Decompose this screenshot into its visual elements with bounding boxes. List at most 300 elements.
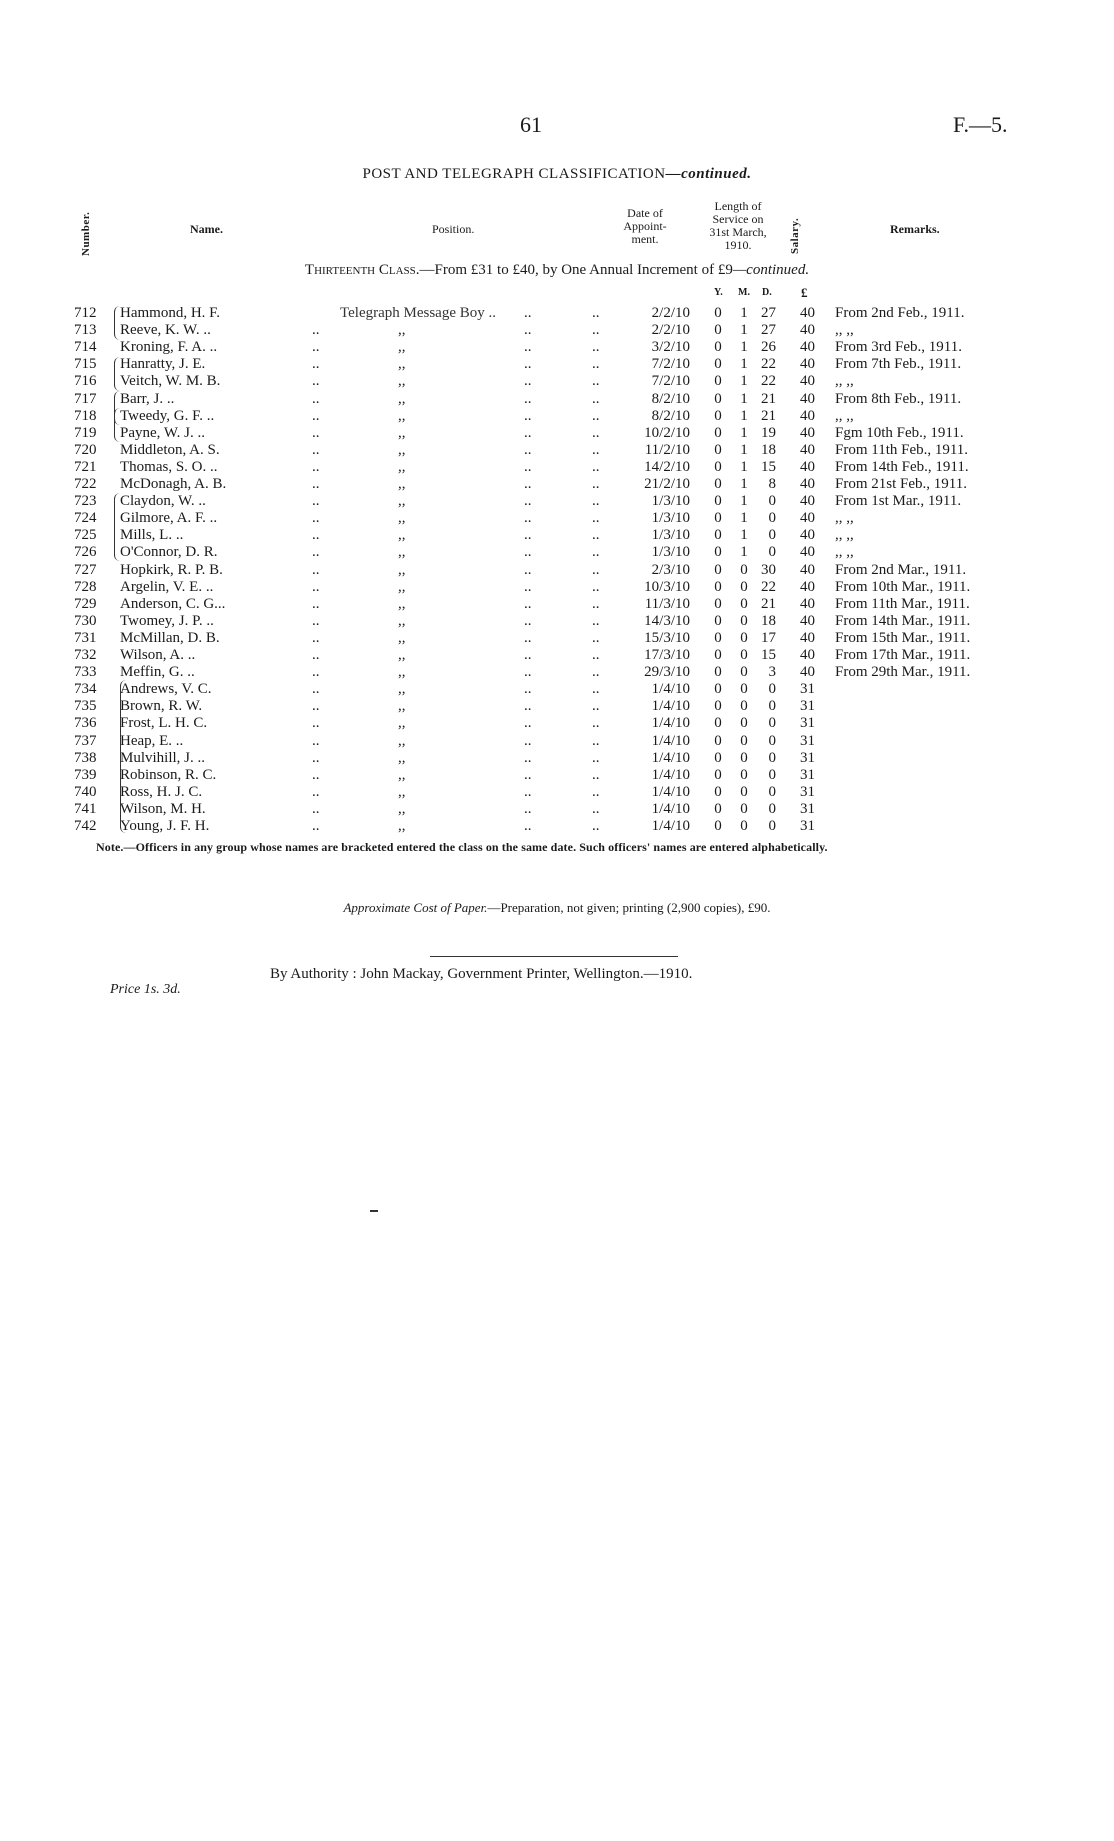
row-years: 0 (714, 698, 722, 715)
row-number: 727 (74, 561, 97, 578)
column-header-number: Number. (80, 211, 92, 256)
divider-rule (430, 956, 678, 957)
row-years: 0 (714, 544, 722, 561)
row-days: 0 (768, 800, 776, 817)
row-name-leader: .. (312, 629, 320, 646)
table-row (0, 562, 1114, 579)
row-leader: .. (524, 818, 532, 834)
row-salary: 31 (800, 681, 815, 698)
row-date: 1/4/10 (651, 681, 690, 698)
row-days: 15 (761, 458, 776, 475)
row-months: 0 (740, 629, 748, 646)
row-number: 723 (74, 493, 97, 510)
row-number: 715 (74, 356, 97, 373)
row-leader: .. (524, 493, 532, 510)
row-position: ,, (398, 664, 406, 681)
row-remarks: ,, ,, (835, 544, 854, 561)
table-row (0, 527, 1114, 544)
row-position: ,, (398, 373, 406, 390)
row-name-leader: .. (312, 424, 320, 441)
row-years: 0 (714, 305, 722, 321)
row-name-leader: .. (312, 322, 320, 339)
row-remarks: From 7th Feb., 1911. (835, 356, 962, 373)
row-salary: 40 (800, 629, 815, 646)
row-salary: 31 (800, 766, 815, 783)
row-salary: 40 (800, 544, 815, 561)
days-unit-label: D. (762, 287, 772, 298)
row-position: ,, (398, 800, 406, 817)
row-months: 1 (740, 510, 748, 527)
row-name: Anderson, C. G... (120, 595, 226, 612)
row-leader: .. (524, 476, 532, 492)
row-salary: 31 (800, 732, 815, 749)
cost-of-paper (0, 900, 1114, 916)
row-name-leader: .. (312, 561, 320, 578)
row-remarks: From 14th Feb., 1911. (835, 458, 969, 475)
row-months: 0 (740, 818, 748, 834)
row-number: 722 (74, 476, 97, 492)
row-leader: .. (524, 510, 532, 527)
row-years: 0 (714, 612, 722, 629)
row-name-leader: .. (312, 390, 320, 407)
row-salary: 40 (800, 424, 815, 441)
column-header-date (614, 207, 676, 246)
row-days: 3 (768, 664, 776, 681)
row-number: 740 (74, 783, 97, 800)
row-remarks: Fgm 10th Feb., 1911. (835, 424, 964, 441)
row-years: 0 (714, 373, 722, 390)
table-row (0, 698, 1114, 715)
row-months: 1 (740, 339, 748, 356)
row-remarks: From 10th Mar., 1911. (835, 578, 971, 595)
row-number: 717 (74, 390, 97, 407)
row-position: ,, (398, 458, 406, 475)
row-date: 1/3/10 (651, 493, 690, 510)
row-remarks: From 21st Feb., 1911. (835, 476, 967, 492)
row-name-leader: .. (312, 800, 320, 817)
row-months: 1 (740, 424, 748, 441)
row-date: 1/4/10 (651, 715, 690, 732)
column-header-position: Position. (432, 222, 475, 236)
row-number: 742 (74, 818, 97, 834)
row-leader: .. (592, 373, 600, 390)
row-name: Brown, R. W. (120, 698, 203, 715)
row-name-leader: .. (312, 749, 320, 766)
row-number: 736 (74, 715, 97, 732)
row-days: 18 (761, 441, 776, 458)
row-date: 2/2/10 (651, 305, 690, 321)
row-remarks: From 11th Feb., 1911. (835, 441, 969, 458)
row-months: 0 (740, 664, 748, 681)
row-leader: .. (592, 664, 600, 681)
row-days: 0 (768, 527, 776, 544)
row-months: 0 (740, 561, 748, 578)
row-leader: .. (592, 424, 600, 441)
row-salary: 40 (800, 664, 815, 681)
row-leader: .. (524, 373, 532, 390)
row-leader: .. (524, 322, 532, 339)
row-leader: .. (524, 783, 532, 800)
row-position: ,, (398, 510, 406, 527)
row-name: Twomey, J. P. .. (120, 612, 214, 629)
row-name-leader: .. (312, 698, 320, 715)
column-header-length (694, 200, 782, 252)
row-name-leader: .. (312, 458, 320, 475)
row-date: 2/2/10 (651, 322, 690, 339)
row-name: Meffin, G. .. (120, 664, 195, 681)
row-leader: .. (524, 458, 532, 475)
row-days: 15 (761, 647, 776, 663)
row-name-leader: .. (312, 510, 320, 527)
row-years: 0 (714, 647, 722, 663)
column-header-salary: Salary. (789, 217, 801, 254)
row-date: 1/4/10 (651, 783, 690, 800)
table-row (0, 630, 1114, 647)
row-months: 0 (740, 578, 748, 595)
row-years: 0 (714, 527, 722, 544)
row-position: ,, (398, 322, 406, 339)
row-leader: .. (592, 612, 600, 629)
row-name: Ross, H. J. C. (120, 783, 203, 800)
row-leader: .. (524, 749, 532, 766)
row-date: 7/2/10 (651, 356, 690, 373)
row-date: 3/2/10 (651, 339, 690, 356)
row-name: McMillan, D. B. (120, 629, 220, 646)
row-position: ,, (398, 527, 406, 544)
row-number: 730 (74, 612, 97, 629)
row-months: 1 (740, 476, 748, 492)
row-number: 729 (74, 595, 97, 612)
row-salary: 40 (800, 647, 815, 663)
row-name: McDonagh, A. B. (120, 476, 227, 492)
table-row (0, 681, 1114, 698)
row-number: 718 (74, 407, 97, 424)
row-number: 728 (74, 578, 97, 595)
row-months: 0 (740, 698, 748, 715)
row-number: 712 (74, 305, 97, 321)
row-leader: .. (524, 356, 532, 373)
row-date: 10/3/10 (644, 578, 690, 595)
table-row (0, 493, 1114, 510)
row-leader: .. (592, 783, 600, 800)
row-days: 0 (768, 698, 776, 715)
row-leader: .. (592, 698, 600, 715)
table-row (0, 664, 1114, 681)
row-leader: .. (592, 800, 600, 817)
cost-text: —Preparation, not given; printing (2,900 copies), £90. (487, 900, 771, 915)
row-years: 0 (714, 356, 722, 373)
row-name-leader: .. (312, 818, 320, 834)
row-leader: .. (524, 647, 532, 663)
row-days: 21 (761, 595, 776, 612)
row-years: 0 (714, 322, 722, 339)
row-months: 1 (740, 322, 748, 339)
row-years: 0 (714, 681, 722, 698)
table-row (0, 305, 1114, 322)
row-number: 734 (74, 681, 97, 698)
row-position: ,, (398, 612, 406, 629)
row-leader: .. (524, 561, 532, 578)
row-number: 726 (74, 544, 97, 561)
row-years: 0 (714, 407, 722, 424)
table-row (0, 767, 1114, 784)
row-number: 719 (74, 424, 97, 441)
row-name: Reeve, K. W. .. (120, 322, 211, 339)
row-salary: 40 (800, 339, 815, 356)
row-name: Robinson, R. C. (120, 766, 217, 783)
row-salary: 40 (800, 527, 815, 544)
row-months: 1 (740, 356, 748, 373)
row-days: 17 (761, 629, 776, 646)
row-position: ,, (398, 390, 406, 407)
row-name: Frost, L. H. C. (120, 715, 208, 732)
row-position: ,, (398, 629, 406, 646)
row-date: 1/3/10 (651, 527, 690, 544)
row-years: 0 (714, 766, 722, 783)
row-date: 1/3/10 (651, 544, 690, 561)
table-row (0, 818, 1114, 835)
row-months: 1 (740, 458, 748, 475)
row-months: 1 (740, 373, 748, 390)
row-date: 1/4/10 (651, 818, 690, 834)
row-date: 1/4/10 (651, 698, 690, 715)
row-months: 1 (740, 305, 748, 321)
row-days: 8 (768, 476, 776, 492)
row-leader: .. (592, 458, 600, 475)
length-header-line: Service on (712, 212, 764, 226)
print-mark (370, 1210, 378, 1212)
row-name-leader: .. (312, 612, 320, 629)
row-leader: .. (524, 407, 532, 424)
row-name-leader: .. (312, 681, 320, 698)
row-leader: .. (524, 390, 532, 407)
row-salary: 40 (800, 407, 815, 424)
bracket-note: Note.—Officers in any group whose names are bracketed entered the class on the same date. Such officers' names are entered alphabetically. (96, 840, 828, 854)
row-name: O'Connor, D. R. (120, 544, 218, 561)
row-name: Andrews, V. C. (120, 681, 212, 698)
row-leader: .. (592, 527, 600, 544)
row-salary: 40 (800, 595, 815, 612)
row-name: Gilmore, A. F. .. (120, 510, 218, 527)
row-years: 0 (714, 749, 722, 766)
row-remarks: ,, ,, (835, 322, 854, 339)
table-row (0, 750, 1114, 767)
row-name-leader: .. (312, 476, 320, 492)
table-row (0, 442, 1114, 459)
row-days: 22 (761, 578, 776, 595)
row-salary: 31 (800, 818, 815, 834)
class-name: Thirteenth Class. (304, 262, 420, 278)
row-months: 1 (740, 407, 748, 424)
date-header-line: Appoint- (623, 219, 667, 233)
row-leader: .. (524, 800, 532, 817)
row-name: Hammond, H. F. (120, 305, 221, 321)
row-years: 0 (714, 441, 722, 458)
row-months: 1 (740, 527, 748, 544)
row-name: Hanratty, J. E. (120, 356, 206, 373)
row-months: 0 (740, 783, 748, 800)
row-salary: 40 (800, 578, 815, 595)
row-name-leader: .. (312, 715, 320, 732)
row-days: 21 (761, 390, 776, 407)
row-position: ,, (398, 407, 406, 424)
row-leader: .. (592, 732, 600, 749)
row-months: 0 (740, 766, 748, 783)
row-years: 0 (714, 493, 722, 510)
row-leader: .. (592, 510, 600, 527)
row-days: 27 (761, 322, 776, 339)
row-name: Mills, L. .. (120, 527, 184, 544)
row-salary: 40 (800, 510, 815, 527)
row-leader: .. (592, 578, 600, 595)
row-name-leader: .. (312, 578, 320, 595)
printer-authority: By Authority : John Mackay, Government Printer, Wellington.—1910. (270, 966, 693, 982)
row-years: 0 (714, 578, 722, 595)
row-date: 1/4/10 (651, 732, 690, 749)
row-name: Mulvihill, J. .. (120, 749, 206, 766)
row-number: 714 (74, 339, 97, 356)
row-number: 721 (74, 458, 97, 475)
row-days: 0 (768, 510, 776, 527)
row-name-leader: .. (312, 441, 320, 458)
row-years: 0 (714, 715, 722, 732)
row-name-leader: .. (312, 732, 320, 749)
row-salary: 40 (800, 305, 815, 321)
row-remarks: From 2nd Mar., 1911. (835, 561, 967, 578)
row-position: ,, (398, 441, 406, 458)
row-salary: 40 (800, 476, 815, 492)
row-date: 1/4/10 (651, 766, 690, 783)
row-leader: .. (592, 339, 600, 356)
row-months: 0 (740, 715, 748, 732)
row-name-leader: .. (312, 544, 320, 561)
row-date: 1/4/10 (651, 800, 690, 817)
row-name: Tweedy, G. F. .. (120, 407, 215, 424)
row-date: 8/2/10 (651, 407, 690, 424)
row-days: 0 (768, 544, 776, 561)
page-number: 61 (520, 112, 542, 137)
row-name-leader: .. (312, 664, 320, 681)
row-name: Young, J. F. H. (120, 818, 210, 834)
row-months: 0 (740, 595, 748, 612)
row-leader: .. (592, 681, 600, 698)
row-name-leader: .. (312, 493, 320, 510)
table-row (0, 356, 1114, 373)
table-row (0, 408, 1114, 425)
row-number: 731 (74, 629, 97, 646)
row-leader: .. (524, 527, 532, 544)
bracket-group-5 (114, 493, 121, 561)
row-salary: 40 (800, 373, 815, 390)
class-continued: —continued. (732, 262, 810, 278)
row-leader: .. (524, 595, 532, 612)
row-date: 14/2/10 (644, 458, 690, 475)
table-row (0, 647, 1114, 664)
row-position: ,, (398, 698, 406, 715)
row-years: 0 (714, 476, 722, 492)
row-leader: .. (524, 578, 532, 595)
row-remarks: From 15th Mar., 1911. (835, 629, 971, 646)
row-date: 11/2/10 (644, 441, 690, 458)
row-leader: .. (524, 715, 532, 732)
row-leader: .. (524, 766, 532, 783)
row-position: ,, (398, 561, 406, 578)
length-header-line: 1910. (724, 238, 752, 252)
row-leader: .. (592, 561, 600, 578)
table-row (0, 784, 1114, 801)
row-position: ,, (398, 544, 406, 561)
row-salary: 40 (800, 356, 815, 373)
row-salary: 40 (800, 493, 815, 510)
row-leader: .. (524, 681, 532, 698)
row-position: ,, (398, 766, 406, 783)
row-date: 1/3/10 (651, 510, 690, 527)
row-name: Hopkirk, R. P. B. (120, 561, 223, 578)
row-years: 0 (714, 800, 722, 817)
row-days: 22 (761, 356, 776, 373)
row-leader: .. (524, 441, 532, 458)
row-number: 739 (74, 766, 97, 783)
row-months: 0 (740, 647, 748, 663)
row-leader: .. (592, 476, 600, 492)
row-position: ,, (398, 356, 406, 373)
row-date: 17/3/10 (644, 647, 690, 663)
row-remarks: From 3rd Feb., 1911. (835, 339, 962, 356)
row-leader: .. (524, 629, 532, 646)
row-position: ,, (398, 647, 406, 663)
row-days: 0 (768, 749, 776, 766)
row-remarks: ,, ,, (835, 510, 854, 527)
row-leader: .. (592, 715, 600, 732)
price: Price 1s. 3d. (110, 982, 181, 997)
row-position: ,, (398, 493, 406, 510)
column-header-remarks: Remarks. (890, 222, 940, 236)
cost-label: Approximate Cost of Paper. (343, 900, 488, 915)
row-number: 735 (74, 698, 97, 715)
table-row (0, 801, 1114, 818)
row-salary: 31 (800, 715, 815, 732)
row-name: Payne, W. J. .. (120, 424, 206, 441)
row-leader: .. (592, 356, 600, 373)
row-position: ,, (398, 339, 406, 356)
row-leader: .. (592, 629, 600, 646)
row-position: ,, (398, 732, 406, 749)
row-number: 737 (74, 732, 97, 749)
row-number: 716 (74, 373, 97, 390)
row-position: ,, (398, 715, 406, 732)
row-days: 19 (761, 424, 776, 441)
row-name-leader: .. (312, 595, 320, 612)
row-leader: .. (524, 664, 532, 681)
row-name-leader: .. (312, 783, 320, 800)
row-leader: .. (592, 493, 600, 510)
row-leader: .. (524, 698, 532, 715)
table-row (0, 579, 1114, 596)
row-months: 0 (740, 612, 748, 629)
pound-unit-label: £ (801, 285, 808, 300)
row-leader: .. (592, 595, 600, 612)
row-position: ,, (398, 595, 406, 612)
row-leader: .. (592, 544, 600, 561)
row-name: Veitch, W. M. B. (120, 373, 221, 390)
row-months: 1 (740, 493, 748, 510)
row-name-leader: .. (312, 647, 320, 663)
row-remarks: From 2nd Feb., 1911. (835, 305, 965, 321)
row-name: Heap, E. .. (120, 732, 184, 749)
row-leader: .. (592, 322, 600, 339)
bracket-group-1 (114, 306, 121, 340)
table-row (0, 476, 1114, 493)
